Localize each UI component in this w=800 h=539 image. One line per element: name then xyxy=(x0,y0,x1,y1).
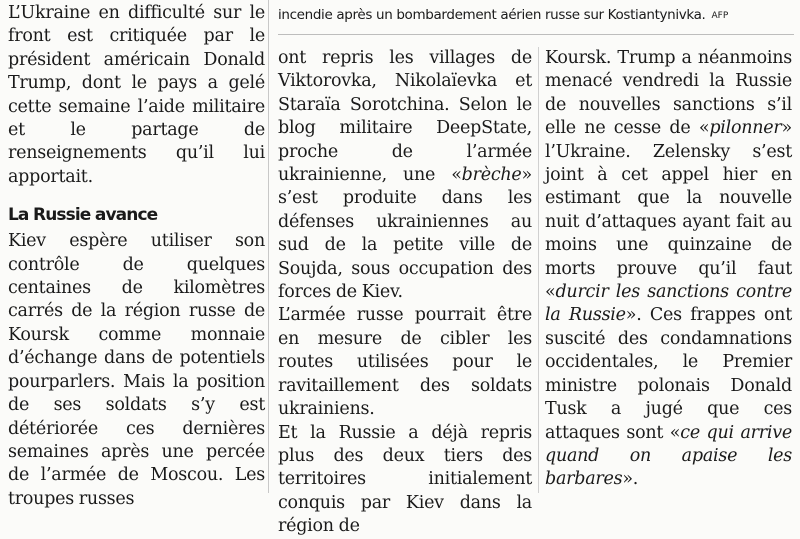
paragraph: Kiev espère utiliser son contrôle de quelques centaines de kilomètres carrés de la région russe de Koursk comme monnaie d’échange dans de potentiels pourparlers. Mais la position de ses soldats s’y est détériorée ces dernières semaines après une percée de l’armée de Moscou. Les troupes russes xyxy=(8,231,265,509)
quote-italic: ce qui arrive quand on apaise les barbares xyxy=(545,422,792,490)
paragraph: Et la Russie a déjà repris plus des deux tiers des territoires initialement conquis par Kiev dans la région de xyxy=(278,422,532,537)
text-run: ». Ces frappes ont suscité des condamnations occidentales, le Premier ministre polonais Donald Tusk a jugé que ces attaques sont « xyxy=(545,305,792,443)
article-column-1 xyxy=(8,2,265,511)
text-run: Koursk. Trump a néanmoins menacé vendredi la Russie de nouvelles sanctions s’il elle ne cesse de « xyxy=(545,48,792,139)
column-divider-left xyxy=(268,0,269,493)
photo-credit: AFP xyxy=(711,11,729,21)
paragraph xyxy=(278,47,532,304)
photo-caption xyxy=(278,6,798,25)
caption-text: incendie après un bombardement aérien russe sur Kostiantynivka. xyxy=(278,7,706,23)
article-column-3 xyxy=(545,47,792,492)
quote-italic: pilonner xyxy=(709,118,782,139)
column-divider-right xyxy=(538,47,539,493)
quote-italic: durcir les sanctions contre la Russie xyxy=(545,282,792,326)
text-run: ont repris les villages de Viktorovka, Nikolaïevka et Staraïa Sorotchina. Selon le blog militaire DeepState, proche de l’armée ukrainienne, une « xyxy=(278,48,532,186)
paragraph: L’armée russe pourrait être en mesure de cibler les routes utilisées pour le ravitaillement des soldats ukrainiens. xyxy=(278,305,532,420)
caption-rule xyxy=(278,34,794,35)
text-run: ». xyxy=(622,469,639,490)
article-column-2 xyxy=(278,47,532,539)
quote-italic: brèche xyxy=(461,165,522,186)
paragraph: L’Ukraine en difficulté sur le front est critiquée par le président américain Donald Trump, dont le pays a gelé cette semaine l’aide militaire et le partage de renseignements qu’il lui apportait. xyxy=(8,3,265,187)
text-run: » s’est produite dans les défenses ukrainiennes au sud de la petite ville de Soujda, sous occupation des forces de Kiev. xyxy=(278,165,532,303)
paragraph xyxy=(545,47,792,492)
subheading: La Russie avance xyxy=(8,205,158,226)
text-run: » l’Ukraine. Zelensky s’est joint à cet appel hier en estimant que la nouvelle nuit d’attaques ayant fait au moins une quinzaine de morts prouve qu’il faut « xyxy=(545,118,792,303)
